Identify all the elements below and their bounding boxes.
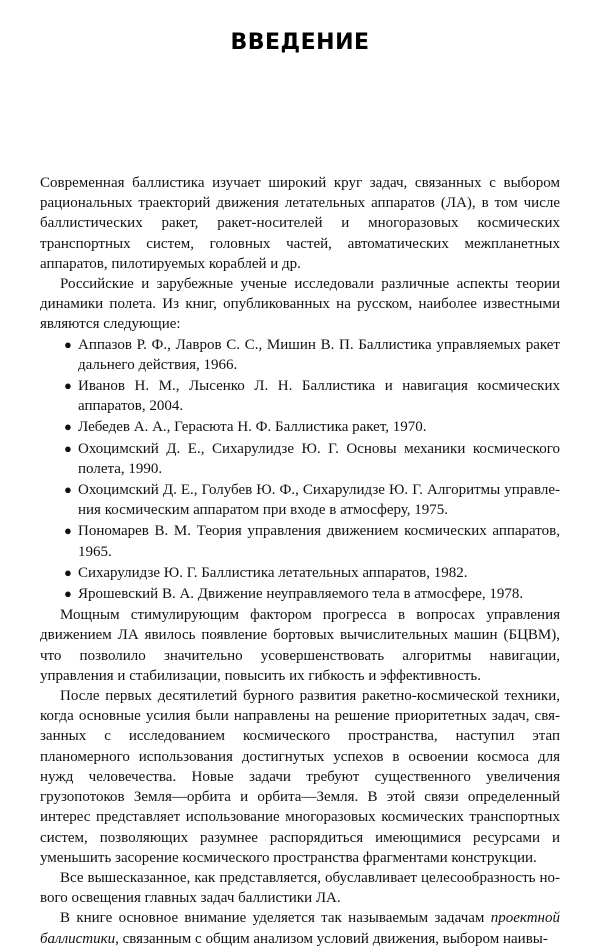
reference-text: Ярошевский В. А. Движение неуправляемого тела в атмосфере, 1978. — [78, 586, 524, 603]
reference-text: Пономарев В. М. Теория управления движением космических аппаратов, 1965. — [78, 523, 560, 560]
paragraph-intro: Современная баллистика изучает широкий круг задач, связанных с выбором рациональных траекторий движения летательных аппаратов (ЛА), в том числе баллистических ракет, ракет-носителей и многоразовых космических транспортных систем, головных частей, автоматических межпланетных аппаратов, пилотируемых кораблей и др. — [40, 175, 560, 272]
paragraph-space-development: После первых десятилетий бурного развития ракетно-космической техники, когда основные усилия были направлены на решение приоритетных задач, связанных с исследованием космического пространства, наступил этап планомерного использования достигнутых успехов в освоении космоса для нужд человечества. Новые задачи требуют существенного увеличения грузопотоков Земля—орбита и орбита—Земля. В этой связи определенный интерес представляет использование многоразовых космических транспортных систем, позволяющих разумнее распорядиться имеющимися ресурсами и уменьшить засорение космического пространства фрагментами конструкции. — [40, 688, 560, 866]
body-text — [40, 173, 560, 949]
reference-text: Лебедев А. А., Герасюта Н. Ф. Баллистика ракет, 1970. — [78, 419, 427, 436]
bullet-icon: ● — [64, 523, 72, 539]
bullet-icon: ● — [64, 586, 72, 602]
reference-text: Иванов Н. М., Лысенко Л. Н. Баллистика и навигация космических аппаратов, 2004. — [78, 378, 560, 415]
list-item — [40, 584, 560, 604]
reference-text: Охоцимский Д. Е., Голубев Ю. Ф., Сихарулидзе Ю. Г. Алгоритмы управления космическим аппаратом при входе в атмосферу, 1975. — [78, 482, 560, 519]
list-item — [40, 335, 560, 375]
book-focus-start: В книге основное внимание уделяется так называемым задачам — [60, 910, 491, 927]
list-item — [40, 563, 560, 583]
bullet-icon: ● — [64, 482, 72, 498]
paragraph-book-focus — [40, 908, 560, 948]
paragraph-authors: Российские и зарубежные ученые исследовали различные аспекты теории динамики полета. Из книг, опубликованных на русском, наиболее известными являются следующие: — [40, 276, 560, 333]
bullet-icon: ● — [64, 336, 72, 352]
reference-text: Аппазов Р. Ф., Лавров С. С., Мишин В. П. Баллистика управляемых ракет дальнего действия, 1966. — [78, 336, 560, 373]
bullet-icon: ● — [64, 378, 72, 394]
bullet-icon: ● — [64, 440, 72, 456]
book-focus-end: , связанным с общим анализом условий движения, выбором наивы- — [115, 930, 548, 947]
book-focus-term: проектной баллистики — [40, 910, 560, 947]
list-item — [40, 417, 560, 437]
list-item — [40, 480, 560, 520]
list-item — [40, 439, 560, 479]
paragraph-onboard-computers: Мощным стимулирующим фактором прогресса в вопросах управления движением ЛА явилось появление бортовых вычислительных машин (БЦВМ), что позволило значительно усовершенствовать алгоритмы навигации, управления и стабилизации, повысить их гибкость и эффективность. — [40, 607, 560, 684]
paragraph-summary: Все вышесказанное, как представляется, обуславливает целесообразность нового освещения главных задач баллистики ЛА. — [40, 869, 560, 907]
page-title: ВВЕДЕНИЕ — [230, 30, 370, 55]
bullet-icon: ● — [64, 564, 72, 580]
list-item — [40, 376, 560, 416]
list-item — [40, 521, 560, 561]
reference-text: Охоцимский Д. Е., Сихарулидзе Ю. Г. Основы механики космического полета, 1990. — [78, 440, 560, 477]
bullet-icon: ● — [64, 419, 72, 435]
reference-list — [40, 335, 560, 605]
reference-text: Сихарулидзе Ю. Г. Баллистика летательных аппаратов, 1982. — [78, 564, 468, 581]
